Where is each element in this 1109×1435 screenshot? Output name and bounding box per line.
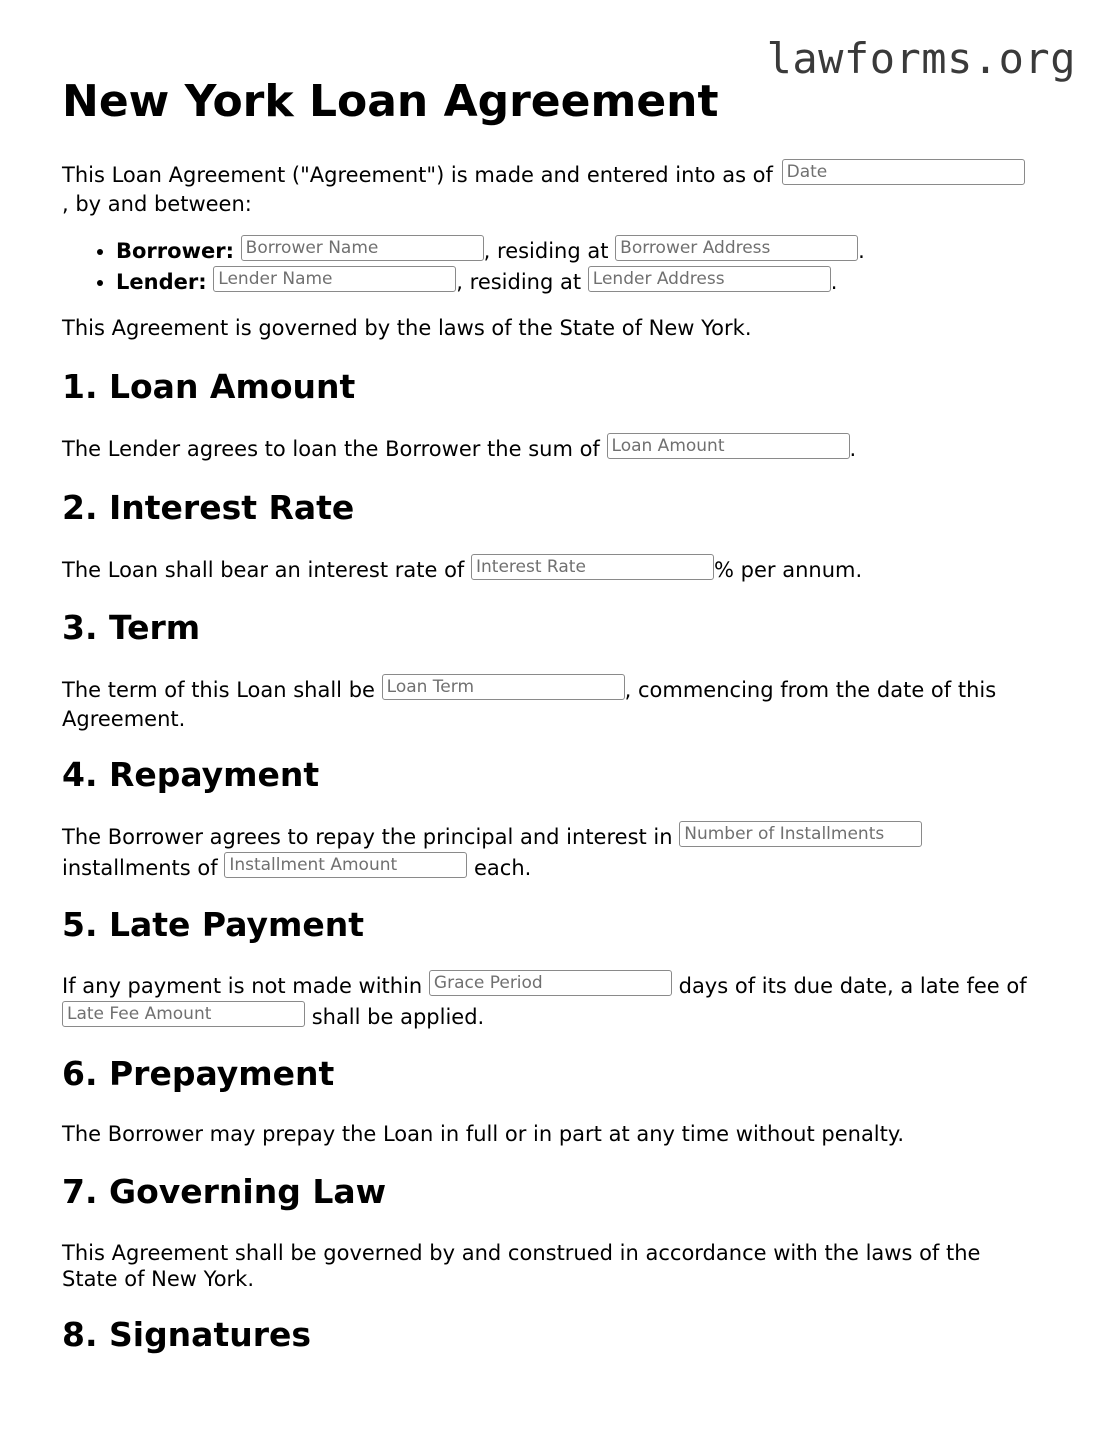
interest-rate-field[interactable]: Interest Rate: [471, 554, 714, 580]
parties-list: [62, 235, 1109, 297]
section-3-text: [62, 674, 1047, 734]
borrower-item: [116, 235, 1109, 266]
interest-rate-text: The Loan shall bear an interest rate of: [62, 558, 465, 582]
term-commencing-text: , commencing from the date of this Agreement.: [62, 678, 997, 731]
borrower-address-field[interactable]: Borrower Address: [615, 235, 858, 261]
grace-period-field[interactable]: Grace Period: [429, 970, 672, 996]
page-title: New York Loan Agreement: [62, 76, 719, 127]
late-fee-field[interactable]: Late Fee Amount: [62, 1001, 305, 1027]
term-text: The term of this Loan shall be: [62, 678, 375, 702]
borrower-name-field[interactable]: Borrower Name: [241, 235, 484, 261]
each-text: each.: [474, 856, 532, 880]
lender-name-field[interactable]: Lender Name: [213, 266, 456, 292]
borrower-period: .: [858, 239, 865, 263]
loan-amount-field[interactable]: Loan Amount: [607, 433, 850, 459]
lender-item: [116, 266, 1109, 297]
late-payment-text: If any payment is not made within: [62, 974, 423, 998]
installments-of-text: installments of: [62, 856, 218, 880]
section-1-text: [62, 433, 1062, 464]
lender-address-field[interactable]: Lender Address: [588, 266, 831, 292]
intro-by-and-between: , by and between:: [62, 192, 252, 216]
repayment-text: The Borrower agrees to repay the principal and interest in: [62, 825, 673, 849]
section-4-text: [62, 821, 1047, 883]
intro-paragraph: [62, 159, 1052, 219]
section-2-text: [62, 554, 1062, 585]
loan-term-field[interactable]: Loan Term: [382, 674, 625, 700]
section-7-text: This Agreement shall be governed by and construed in accordance with the laws of the State of New York.: [62, 1241, 981, 1291]
lender-period: .: [830, 270, 838, 294]
loan-amount-text: The Lender agrees to loan the Borrower the sum of: [62, 437, 600, 461]
lender-residing-text: , residing at: [456, 270, 582, 294]
section-5-text: [62, 970, 1057, 1032]
installment-amount-field[interactable]: Installment Amount: [224, 852, 467, 878]
lender-label: Lender:: [116, 270, 207, 294]
installments-count-field[interactable]: Number of Installments: [679, 821, 922, 847]
section-5-heading: 5. Late Payment: [62, 905, 365, 944]
section-2-heading: 2. Interest Rate: [62, 488, 355, 527]
intro-text: This Loan Agreement ("Agreement") is made and entered into as of: [62, 163, 773, 187]
late-fee-text: days of its due date, a late fee of: [678, 974, 1027, 998]
per-annum-text: % per annum.: [714, 558, 863, 582]
date-field[interactable]: Date: [782, 159, 1025, 185]
section-4-heading: 4. Repayment: [62, 755, 320, 794]
borrower-label: Borrower:: [116, 239, 234, 263]
section-6-heading: 6. Prepayment: [62, 1054, 335, 1093]
borrower-residing-text: , residing at: [483, 239, 609, 263]
section-8-heading: 8. Signatures: [62, 1315, 312, 1354]
shall-be-applied-text: shall be applied.: [311, 1005, 485, 1029]
brand-logo: lawforms.org: [766, 34, 1076, 83]
section-1-heading: 1. Loan Amount: [62, 367, 356, 406]
governed-text: This Agreement is governed by the laws of the State of New York.: [62, 316, 752, 340]
section-6-text: The Borrower may prepay the Loan in full or in part at any time without penalty.: [62, 1122, 904, 1146]
section-3-heading: 3. Term: [62, 608, 201, 647]
loan-amount-period: .: [849, 437, 857, 461]
section-7-heading: 7. Governing Law: [62, 1172, 387, 1211]
